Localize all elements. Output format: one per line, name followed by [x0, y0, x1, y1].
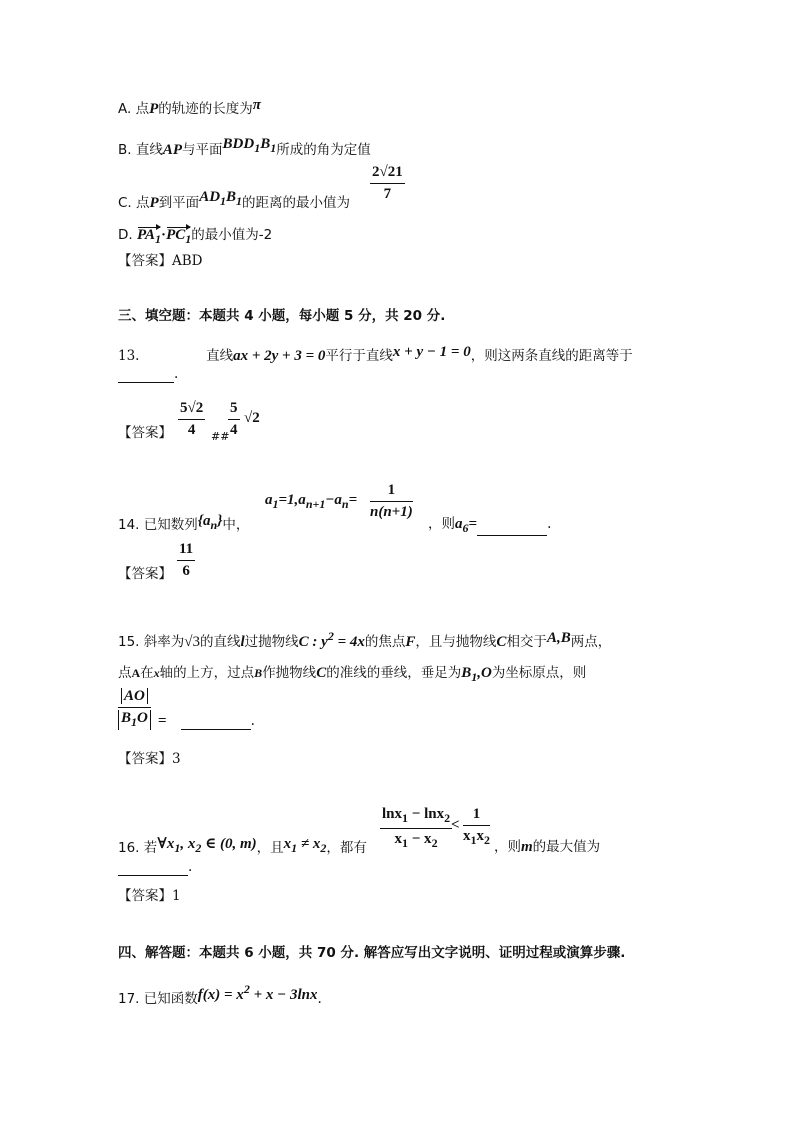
var-a: A — [131, 666, 141, 680]
forall-expression — [157, 836, 257, 855]
forall-text: , x — [180, 836, 196, 852]
a6 — [455, 516, 478, 535]
forall-text: ∈ (0, m) — [201, 836, 257, 852]
q15-text: ，且与抛物线 — [415, 634, 497, 650]
q13-answer-fraction-2 — [228, 400, 240, 439]
q14-prefix: 14. 已知数列 — [118, 517, 198, 533]
function-definition — [197, 982, 318, 1003]
option-c — [118, 188, 350, 212]
fraction-numerator: 2√21 — [372, 164, 403, 180]
option-c-mid: 到平面 — [158, 195, 200, 211]
answer-value: ABD — [172, 253, 203, 269]
question-13 — [118, 343, 633, 365]
b1-o — [461, 665, 492, 684]
fraction-numerator: 1 — [387, 482, 396, 498]
sub-1: 1 — [236, 194, 243, 208]
q16-post: 的最大值为 — [532, 839, 601, 855]
vector-pa-text: PA — [136, 227, 156, 243]
sub-n1: n+1 — [305, 497, 326, 511]
q16-fraction-log — [380, 806, 452, 851]
period: . — [317, 991, 322, 1007]
answer-abd-line — [118, 252, 203, 270]
var-l: l — [240, 634, 245, 650]
option-b-mid: 与平面 — [182, 142, 223, 158]
fraction-denominator: 4 — [187, 422, 196, 438]
sub-1: 1 — [220, 194, 227, 208]
den-text: x — [463, 828, 471, 844]
var-ab: A,B — [546, 630, 571, 646]
q13-answer — [118, 424, 172, 442]
section-3-title: 三、填空题：本题共 4 小题，每小题 5 分，共 20 分. — [118, 308, 446, 324]
vector-pa1 — [137, 226, 161, 248]
q14-condition — [265, 492, 357, 512]
sub-1: 1 — [270, 141, 277, 155]
cond-part: =1,a — [278, 492, 306, 508]
q16-prefix: 16. 若 — [118, 840, 158, 856]
option-c-tail: 的距离的最小值为 — [242, 195, 351, 211]
sup-2: 2 — [243, 982, 250, 996]
sub-1: 1 — [131, 715, 138, 729]
q15-text: 的直线 — [200, 634, 241, 650]
sup-2: 2 — [327, 629, 334, 643]
o-text: O — [137, 710, 148, 726]
b1-text: B — [461, 665, 472, 681]
fraction-numerator: 5 — [230, 400, 238, 416]
vector-pc1 — [166, 226, 191, 248]
question-number: 13. — [118, 348, 140, 364]
seq-close: } — [217, 513, 223, 529]
q15-ratio-fraction — [118, 688, 151, 730]
dot-operator: · — [161, 227, 167, 243]
fraction-numerator: 1 — [472, 806, 481, 822]
q15-prefix: 15. 斜率为 — [118, 634, 185, 650]
fraction-denominator: n(n+1) — [370, 504, 413, 520]
q15-text: 轴的上方，过点 — [159, 665, 255, 681]
fraction-denominator: 6 — [182, 563, 190, 579]
q13-post: ，则这两条直线的距离等于 — [470, 348, 633, 364]
sub-1: 1 — [185, 232, 192, 246]
parab-text: C : y — [298, 634, 328, 650]
q14-fraction — [370, 482, 413, 521]
option-b — [118, 135, 371, 159]
abs-b1o — [118, 710, 151, 730]
a6-text: a — [455, 516, 463, 532]
option-d-tail: 的最小值为-2 — [191, 227, 273, 243]
q14-answer-fraction — [177, 541, 195, 580]
period: . — [174, 366, 179, 382]
sub-1: 1 — [155, 232, 162, 246]
var-c: C — [316, 665, 327, 681]
q16-fraction-reciprocal — [463, 806, 490, 848]
q13-blank-line — [118, 365, 178, 383]
answer-label: 【答案】 — [118, 566, 172, 582]
plane-bdd-text: BDD — [222, 136, 255, 152]
answer-label: 【答案】 — [118, 253, 172, 269]
q15-text: 为坐标原点，则 — [491, 665, 587, 681]
sequence-an — [197, 513, 223, 532]
a6-eq: = — [468, 516, 478, 532]
abs-ao: AO — [121, 688, 148, 704]
plane-ad-text: AD — [199, 189, 221, 205]
q17-prefix: 17. 已知函数 — [118, 991, 198, 1007]
b-text: B — [121, 710, 132, 726]
answer-blank — [477, 523, 547, 536]
sub-1: 1 — [471, 670, 478, 684]
neq-text: x — [283, 836, 292, 852]
sub-6: 6 — [462, 521, 469, 535]
q14-answer — [118, 565, 172, 583]
o-text: ,O — [477, 665, 492, 681]
answer-label: 【答案】 — [118, 751, 172, 767]
var-m: m — [521, 839, 533, 855]
plane-ad1b1: $AD_1B_1$ — [199, 189, 243, 208]
parabola-equation — [298, 629, 365, 650]
q16-blank-line — [118, 858, 192, 876]
fraction-denominator: 4 — [230, 422, 238, 438]
sub-2: 2 — [320, 841, 327, 855]
vector-pc-text: PC — [166, 227, 186, 243]
den-text: x — [476, 828, 484, 844]
fraction-numerator: 5√2 — [180, 400, 204, 416]
var-b: B — [254, 666, 263, 680]
section-4-title: 四、解答题：本题共 6 小题，共 70 分. 解答应写出文字说明、证明过程或演算步骤. — [118, 945, 626, 961]
q14-mid: 中， — [222, 517, 250, 533]
var-p: P — [149, 195, 159, 211]
forall-text: ∀x — [157, 836, 175, 852]
answer-blank — [118, 370, 174, 383]
q13-equation-2: x + y − 1 = 0 — [392, 344, 471, 360]
q16-tail — [494, 835, 600, 856]
fraction-denominator: 7 — [383, 186, 392, 202]
fraction-denominator — [118, 708, 151, 730]
question-15-line-2 — [118, 664, 586, 686]
answer-blank — [181, 703, 251, 730]
cond-eq: = — [348, 492, 358, 508]
option-a — [118, 96, 261, 118]
fraction-denominator — [380, 829, 452, 851]
q14-post: ，则 — [428, 516, 455, 532]
var-c: C — [496, 634, 507, 650]
q15-answer — [118, 750, 181, 768]
fraction-numerator — [380, 806, 452, 828]
q13-answer-fraction — [178, 400, 205, 439]
f-text: + x − 3lnx — [249, 987, 318, 1003]
cond-a: a — [265, 492, 273, 508]
sub-1: 1 — [174, 841, 181, 855]
option-d-prefix: D. — [118, 227, 133, 243]
q15-text: 相交于 — [506, 634, 547, 650]
option-a-text: A. 点 — [118, 101, 150, 117]
answer-value: 1 — [172, 888, 181, 904]
den-text: x — [394, 831, 402, 847]
sub-1: 1 — [254, 141, 261, 155]
neq-expression — [283, 836, 327, 855]
answer-value: 3 — [172, 751, 181, 767]
option-c-prefix: C. 点 — [118, 195, 150, 211]
plane-bdd1b1: $BDD_1B_1$ — [222, 136, 277, 155]
sub-1: 1 — [402, 836, 408, 850]
fraction-numerator: 11 — [179, 541, 194, 557]
fraction-numerator — [118, 688, 151, 707]
answer-label: 【答案】 — [118, 888, 172, 904]
q16-post: ，则 — [494, 839, 521, 855]
pi-symbol: π — [252, 97, 261, 113]
less-than: < — [451, 817, 460, 833]
q15-text: 点 — [118, 665, 132, 681]
option-c-fraction — [370, 164, 405, 203]
period: . — [250, 713, 255, 729]
den-text: − x — [408, 831, 432, 847]
period: . — [547, 516, 552, 532]
q16-mid: ，且 — [256, 840, 284, 856]
sub-n: n — [210, 518, 218, 532]
q14-tail — [428, 512, 551, 536]
q13-pre: 直线 — [206, 348, 234, 364]
q16-answer — [118, 887, 181, 905]
option-b-tail: 所成的角为定值 — [276, 142, 371, 158]
sub-1: 1 — [272, 497, 279, 511]
q13-equation-1: ax + 2y + 3 = 0 — [233, 348, 326, 364]
q13-mid: 平行于直线 — [325, 348, 393, 364]
period: . — [188, 859, 193, 875]
q15-text: 在 — [140, 665, 154, 681]
parab-text: = 4x — [333, 634, 365, 650]
neq-text: ≠ x — [297, 836, 321, 852]
var-f: F — [405, 634, 416, 650]
var-p: P — [149, 101, 159, 117]
sub-1: 1 — [402, 811, 409, 825]
sub-2: 2 — [484, 833, 490, 847]
option-a-desc: 的轨迹的长度为 — [158, 101, 253, 117]
num-text: lnx — [382, 806, 403, 822]
q15-blank-line — [158, 703, 255, 730]
answer-blank — [118, 863, 188, 876]
var-ap: AP — [162, 142, 183, 158]
option-b-prefix: B. 直线 — [118, 142, 163, 158]
sub-1: 1 — [470, 833, 477, 847]
sqrt-3: √3 — [184, 634, 200, 650]
q15-text: 作抛物线 — [262, 665, 317, 681]
var-x: x — [153, 666, 160, 680]
f-text: f(x) = x — [197, 987, 244, 1003]
equals: = — [158, 713, 167, 729]
q15-text: 的准线的垂线，垂足为 — [326, 665, 462, 681]
q15-text: 的焦点 — [364, 634, 406, 650]
sub-2: 2 — [195, 841, 202, 855]
question-14 — [118, 512, 249, 534]
cond-part: −a — [325, 492, 342, 508]
option-d — [118, 226, 272, 248]
num-text: − lnx — [408, 806, 445, 822]
q15-text: 两点， — [570, 634, 612, 650]
question-16 — [118, 835, 367, 857]
question-17 — [118, 980, 322, 1008]
sub-1: 1 — [291, 841, 298, 855]
sub-2: 2 — [431, 836, 438, 850]
q15-text: 过抛物线 — [244, 634, 299, 650]
sub-2: 2 — [444, 811, 451, 825]
q16-mid: ，都有 — [326, 840, 367, 856]
answer-separator: ## — [211, 430, 230, 443]
fraction-denominator — [463, 826, 490, 848]
sub-n: n — [341, 497, 349, 511]
sqrt-2: √2 — [244, 410, 260, 426]
question-15-line-1 — [118, 627, 611, 651]
seq-text: {a — [197, 513, 211, 529]
answer-label: 【答案】 — [118, 425, 172, 441]
